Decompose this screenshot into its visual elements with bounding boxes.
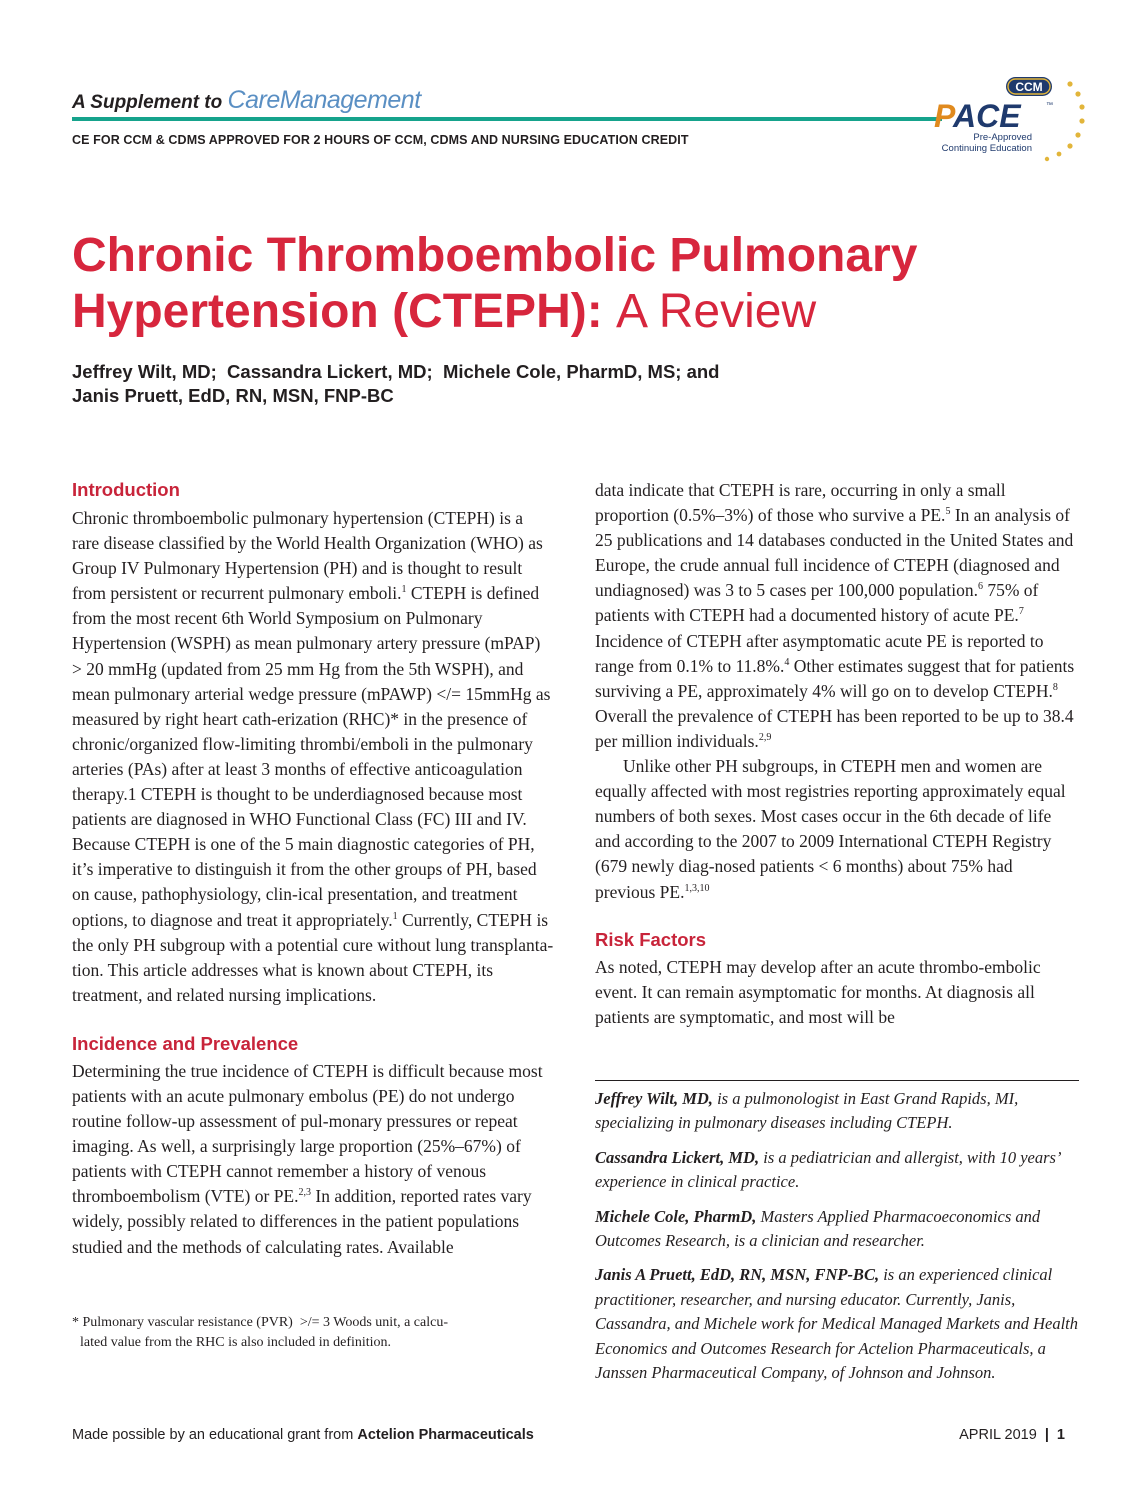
ce-credit-line: CE FOR CCM & CDMS APPROVED FOR 2 HOURS OF CCM, CDMS AND NURSING EDUCATION CREDIT (72, 133, 689, 147)
footnote-line2: lated value from the RHC is also included in definition. (80, 1335, 392, 1350)
right-column (595, 478, 1077, 1030)
bio-name: Michele Cole, PharmD, (595, 1206, 757, 1226)
pace-word: PACE (934, 98, 1021, 134)
authors-line1: Jeffrey Wilt, MD; Cassandra Lickert, MD; Michele Cole, PharmD, MS; and (72, 361, 720, 382)
page-number: 1 (1056, 1427, 1065, 1443)
header-divider (72, 117, 942, 121)
citation: 1,3,10 (684, 882, 710, 894)
citation: 6 (977, 581, 983, 593)
bio-text: is a pulmonologist in East Grand Rapids, MI, specializing in pulmonary diseases including CTEPH. (595, 1089, 1019, 1133)
bio-name: Jeffrey Wilt, MD, (595, 1089, 713, 1108)
bio-name: Janis A Pruett, EdD, RN, MSN, FNP-BC, (595, 1265, 880, 1285)
right-text-c: 75% of patients with CTEPH had a documented history of acute PE. (595, 580, 1039, 626)
incidence-text-b: In addition, reported rates vary widely, possibly related to differences in the patient populations studied and the methods of calculating rates. Available (72, 1186, 532, 1257)
grant-credit (72, 1427, 534, 1443)
bio-cole (595, 1205, 1079, 1254)
title-line2-bold: Hypertension (CTEPH): (72, 285, 603, 338)
introduction-paragraph (72, 506, 554, 1008)
right-text-b: In an analysis of 25 publications and 14 databases conducted in the United States and Europe, the crude annual full incidence of CTEPH (diagnosed and undiagnosed) was 3 to 5 cases per 100,000 population. (595, 505, 1074, 601)
bio-text: Masters Applied Pharmacoeconomics and Outcomes Research, is a clinician and researcher. (595, 1206, 1041, 1251)
bio-wilt (595, 1087, 1079, 1136)
bio-text: is a pediatrician and allergist, with 10 years’ experience in clinical practice. (595, 1147, 1060, 1192)
issue-date: APRIL 2019 (959, 1427, 1037, 1443)
supplement-line (72, 86, 421, 115)
bio-name: Cassandra Lickert, MD, (595, 1147, 760, 1167)
logo-star (1045, 157, 1049, 161)
right-text-a: data indicate that CTEPH is rare, occurring in only a small proportion (0.5%–3%) of those who survive a PE. (595, 480, 1006, 526)
intro-text-b: CTEPH is defined from the most recent 6th World Symposium on Pulmonary Hypertension (WSPH) as mean pulmonary artery pressure (mPAP) > 20 mmHg (updated from 25 mm Hg from the 5th WSPH), and mean pulmonary arterial wedge pressure (mPAWP) </= 15mmHg as measured by right heart cath-erization (RHC)* in the presence of chronic/organized flow-limiting thrombi/emboli in the pulmonary arteries (PAs) after at least 3 months of effective anticoagulation therapy.1 CTEPH is thought to be underdiagnosed because most patients are diagnosed in WHO Functional Class (FC) III and IV. Because CTEPH is one of the 5 main diagnostic categories of PH, it’s imperative to distinguish it from the other groups of PH, based on cause, pathophysiology, clin-ical presentation, and treatment options, to diagnose and treat it appropriately. (72, 583, 551, 930)
article-title (72, 228, 1082, 340)
logo-star (1067, 143, 1072, 148)
footnote (72, 1313, 552, 1353)
incidence-paragraph (72, 1059, 554, 1260)
intro-text-c: Currently, CTEPH is the only PH subgroup with a potential cure without lung transplanta-tion. This article addresses what is known about CTEPH, its treatment, and related nursing implications. (72, 909, 554, 1005)
left-column (72, 478, 554, 1260)
page-footer (959, 1427, 1065, 1443)
brand-care: Care (227, 86, 280, 114)
pace-rest: ACE (952, 98, 1021, 134)
introduction-heading: Introduction (72, 479, 180, 500)
citation: 1 (401, 584, 407, 596)
incidence-text-a: Determining the true incidence of CTEPH is difficult because most patients with an acute pulmonary embolus (PE) do not undergo routine follow-up assessment of pul-monary pressures or repeat imaging. As well, a surprisingly large proportion (25%–67%) of patients with CTEPH cannot remember a history of venous thromboembolism (VTE) or PE. (72, 1060, 543, 1207)
grant-sponsor: Actelion Pharmaceuticals (357, 1427, 534, 1443)
citation: 7 (1018, 606, 1024, 618)
supplement-prefix: A Supplement to (72, 92, 223, 113)
pace-tm: ™ (1046, 102, 1053, 109)
logo-star (1057, 152, 1062, 157)
risk-factors-heading: Risk Factors (595, 928, 707, 950)
citation: 1 (392, 910, 398, 922)
citation: 4 (784, 656, 790, 668)
title-line1: Chronic Thromboembolic Pulmonary (72, 229, 918, 282)
citation: 2,3 (298, 1187, 312, 1199)
authors-line2: Janis Pruett, EdD, RN, MSN, FNP-BC (72, 385, 394, 406)
author-bios (595, 1087, 1079, 1395)
incidence-heading: Incidence and Prevalence (72, 1032, 299, 1054)
right-para2-text: Unlike other PH subgroups, in CTEPH men and women are equally affected with most registries reporting approximately equal numbers of both sexes. Most cases occur in the 6th decade of life and according to the 2007 to 2009 International CTEPH Registry (679 newly diag-nosed patients < 6 months) about 75% had previous PE. (595, 756, 1066, 902)
bio-text: is an experienced clinical practitioner, researcher, and nursing educator. Currently, Janis, Cassandra, and Michele work for Medical Managed Markets and Health Economics and Outcomes Research for Actelion Pharmaceuticals, a Janssen Pharmaceutical Company, of Johnson and Johnson. (595, 1265, 1079, 1383)
bio-pruett (595, 1263, 1079, 1385)
logo-star (1079, 104, 1084, 109)
title-subtitle: A Review (616, 285, 817, 338)
logo-line1: Pre-Approved (973, 132, 1032, 143)
title-line2 (72, 284, 1082, 340)
citation: 5 (945, 506, 951, 518)
ccm-badge-text: CCM (1015, 80, 1043, 94)
footer-separator: | (1044, 1427, 1049, 1443)
logo-star (1067, 81, 1072, 86)
author-byline (72, 360, 1072, 408)
logo-line2: Continuing Education (941, 143, 1032, 154)
logo-star (1075, 132, 1080, 137)
risk-factors-paragraph: As noted, CTEPH may develop after an acute thrombo-embolic event. It can remain asymptomatic for months. At diagnosis all patients are symptomatic, and most will be (595, 956, 1041, 1027)
bio-divider (595, 1080, 1079, 1081)
citation: 8 (1052, 681, 1058, 693)
grant-prefix: Made possible by an educational grant from (72, 1427, 354, 1443)
bio-lickert (595, 1146, 1079, 1195)
right-text-e: Other estimates suggest that for patients surviving a PE, approximately 4% will go on to develop CTEPH. (595, 655, 1075, 701)
ccm-pace-logo (928, 74, 1086, 166)
citation: 2,9 (758, 732, 772, 744)
right-text-f: Overall the prevalence of CTEPH has been reported to be up to 38.4 per million individuals. (595, 705, 1074, 751)
footnote-line1: * Pulmonary vascular resistance (PVR) >/= 3 Woods unit, a calcu- (72, 1315, 448, 1330)
logo-star (1075, 91, 1080, 96)
logo-star (1079, 118, 1084, 123)
demographics-paragraph (595, 754, 1077, 905)
intro-text-a: Chronic thromboembolic pulmonary hypertension (CTEPH) is a rare disease classified by the World Health Organization (WHO) as Group IV Pulmonary Hypertension (PH) and is thought to result from persistent or recurrent pulmonary emboli. (72, 508, 543, 604)
prevalence-paragraph (595, 478, 1077, 754)
pace-logo-graphic (928, 74, 1086, 166)
right-text-d: Incidence of CTEPH after asymptomatic acute PE is reported to range from 0.1% to 11.8%. (595, 630, 1044, 676)
brand-management: Management (279, 86, 421, 114)
